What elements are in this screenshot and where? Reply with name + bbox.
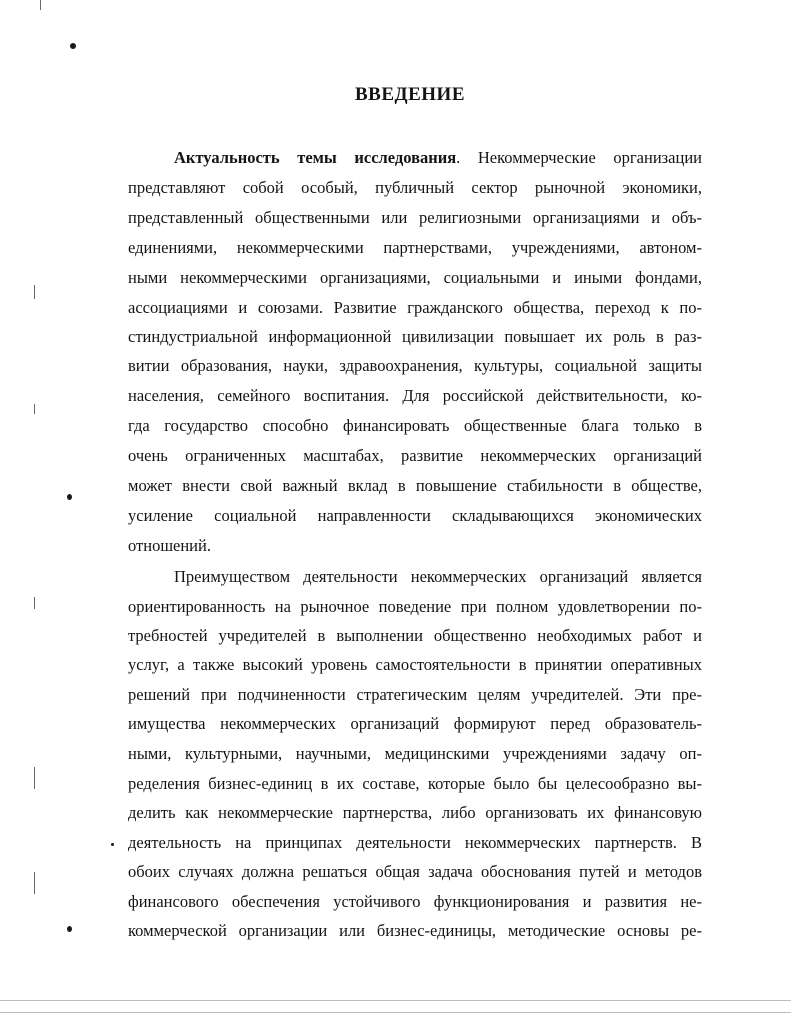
- text-line: ными некоммерческими организациями, социальными и иными фондами,: [128, 268, 702, 287]
- text-line: финансового обеспечения устойчивого функционирования и развития не-: [128, 892, 702, 911]
- text-line: ными, культурными, научными, медицинскими учреждениями задачу оп-: [128, 744, 702, 763]
- text-line: обоих случаях должна решаться общая задача обоснования путей и методов: [128, 862, 702, 881]
- text-line: может внести свой важный вклад в повышение стабильности в обществе,: [128, 476, 702, 495]
- text-line: стиндустриальной информационной цивилизации повышает их роль в раз-: [128, 327, 702, 346]
- scan-mark: [34, 767, 35, 789]
- scan-mark: [34, 404, 35, 414]
- text-line: населения, семейного воспитания. Для российской действительности, ко-: [128, 386, 702, 405]
- text-line: ориентированность на рыночное поведение при полном удовлетворении по-: [128, 597, 702, 616]
- text-line: [174, 148, 702, 168]
- text-line: усиление социальной направленности складывающихся экономических: [128, 506, 702, 525]
- scan-mark: [34, 285, 35, 299]
- text-line: делить как некоммерческие партнерства, либо организовать их финансовую: [128, 803, 702, 822]
- scan-dot: [67, 926, 72, 932]
- scan-noise: [0, 1000, 791, 1001]
- scan-mark: [34, 597, 35, 609]
- scan-dot: [67, 494, 72, 500]
- text-line: витии образования, науки, здравоохранения, культуры, социальной защиты: [128, 356, 702, 375]
- text-line: деятельность на принципах деятельности некоммерческих партнерств. В: [128, 833, 702, 852]
- scan-dot: [70, 43, 76, 49]
- text-line: представляют собой особый, публичный сектор рыночной экономики,: [128, 178, 702, 197]
- lead-phrase: Актуальность темы исследования: [174, 148, 457, 167]
- text-line: отношений.: [128, 536, 211, 555]
- text-line: представленный общественными или религиозными организациями и объ-: [128, 208, 702, 227]
- text-line: гда государство способно финансировать общественные блага только в: [128, 416, 702, 435]
- scan-dot: [111, 843, 114, 846]
- page-title: ВВЕДЕНИЕ: [355, 84, 465, 105]
- text-line: решений при подчиненности стратегическим целям учредителей. Эти пре-: [128, 685, 702, 704]
- lead-tail: . Некоммерческие организации: [456, 148, 702, 167]
- text-line: ассоциациями и союзами. Развитие гражданского общества, переход к по-: [128, 298, 702, 317]
- text-line: ределения бизнес-единиц в их составе, которые было бы целесообразно вы-: [128, 774, 702, 793]
- text-line: единениями, некоммерческими партнерствами, учреждениями, автоном-: [128, 238, 702, 257]
- text-line: требностей учредителей в выполнении общественно необходимых работ и: [128, 626, 702, 645]
- scan-mark: [40, 0, 41, 10]
- text-line: очень ограниченных масштабах, развитие некоммерческих организаций: [128, 446, 702, 465]
- text-line: коммерческой организации или бизнес-единицы, методические основы ре-: [128, 921, 702, 940]
- scan-mark: [34, 872, 35, 894]
- text-line: услуг, а также высокий уровень самостоятельности в принятии оперативных: [128, 655, 702, 674]
- text-line: имущества некоммерческих организаций формируют перед образователь-: [128, 714, 702, 733]
- text-line: Преимуществом деятельности некоммерческих организаций является: [174, 567, 702, 586]
- scan-noise: [0, 1012, 791, 1013]
